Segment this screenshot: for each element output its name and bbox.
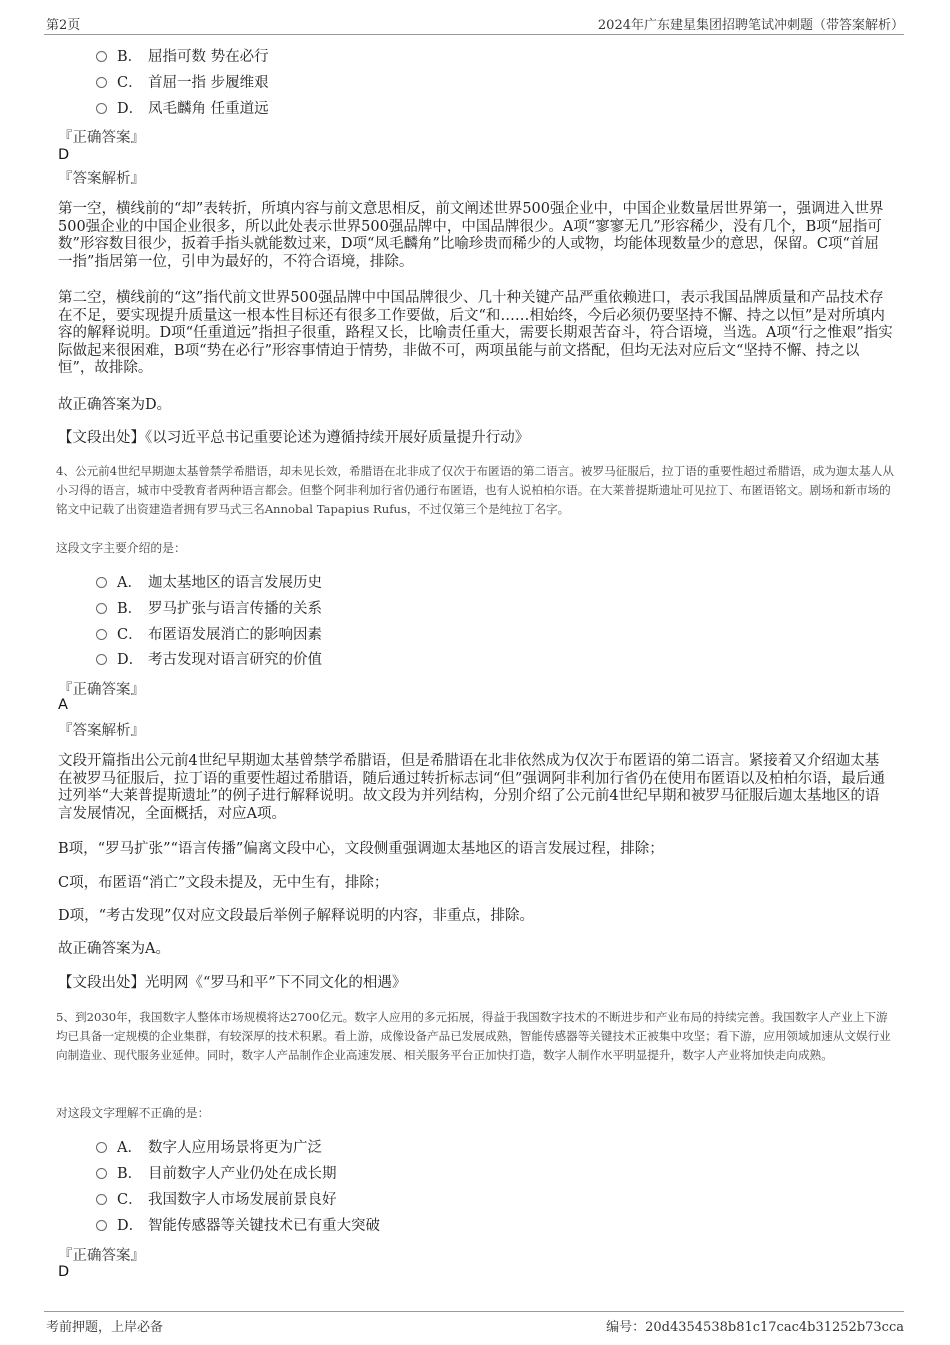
q3-option-d[interactable]: D． 凤毛麟角 任重道远 [96, 99, 269, 119]
radio-icon[interactable] [96, 103, 107, 114]
q3-option-c[interactable]: C． 首屈一指 步履维艰 [96, 73, 269, 93]
q4-option-b[interactable]: B． 罗马扩张与语言传播的关系 [96, 599, 322, 619]
analysis-paragraph: 文段开篇指出公元前4世纪早期迦太基曾禁学希腊语，但是希腊语在北非依然成为仅次于布匿语的第二语言。紧接着又介绍迦太基在被罗马征服后，拉丁语的重要性超过希腊语，随后通过转折标志词“但”强调阿非利加行省仍在使用布匿语以及柏柏尔语，最后通过列举“大莱普提斯遗址”的例子进行解释说明。故文段为并列结构，分别介绍了公元前4世纪早期和被罗马征服后迦太基地区的语言发展情况，全面概括，对应A项。 [58, 753, 885, 822]
question-text: 4、公元前4世纪早期迦太基曾禁学希腊语，却未见长效，希腊语在北非成了仅次于布匿语的第二语言。被罗马征服后，拉丁语的重要性超过希腊语，成为迦太基人从小习得的语言，城市中受教育者两种语言都会。但整个阿非利加行省仍通行布匿语，也有人说柏柏尔语。在大莱普提斯遗址可见拉丁、布匿语铭文。剧场和新市场的铭文中记载了出资建造者拥有罗马式三名Annobal Tapapius Rufus，不过仅第三个是纯拉丁名字。 [56, 464, 894, 516]
q5-option-a[interactable]: A． 数字人应用场景将更为广泛 [96, 1138, 322, 1158]
answer-label: 『正确答案』 [58, 1248, 145, 1264]
q5-option-c[interactable]: C． 我国数字人市场发展前景良好 [96, 1190, 337, 1210]
analysis-paragraph: C项，布匿语“消亡”文段未提及，无中生有，排除； [58, 875, 389, 891]
analysis-paragraph: D项，“考古发现”仅对应文段最后举例子解释说明的内容，非重点，排除。 [58, 908, 534, 924]
q5-option-b[interactable]: B． 目前数字人产业仍处在成长期 [96, 1164, 337, 1184]
analysis-paragraph: 第一空，横线前的“却”表转折，所填内容与前文意思相反，前文阐述世界500强企业中，中国企业数量居世界第一，强调进入世界500强企业的中国企业很多，所以此处表示世界500强品牌中，中国品牌很少。A项“寥寥无几”形容稀少，没有几个，B项“屈指可数”形容数目很少，扳着手指头就能数过来，D项“凤毛麟角”比喻珍贵而稀少的人或物，均能体现数量少的意思，保留。C项“首屈一指”指居第一位，引申为最好的，不符合语境，排除。 [58, 201, 884, 270]
radio-icon[interactable] [96, 1142, 107, 1153]
analysis-label: 『答案解析』 [58, 171, 145, 187]
analysis-conclusion: 故正确答案为D。 [58, 397, 172, 413]
q5-option-d[interactable]: D． 智能传感器等关键技术已有重大突破 [96, 1216, 380, 1236]
radio-icon[interactable] [96, 51, 107, 62]
question-prompt: 对这段文字理解不正确的是： [56, 1106, 210, 1120]
radio-icon[interactable] [96, 654, 107, 665]
question-text: 5、到2030年，我国数字人整体市场规模将达2700亿元。数字人应用的多元拓展，得益于我国数字技术的不断进步和产业布局的持续完善。我国数字人产业上下游均已具备一定规模的企业集群，有较深厚的技术积累。看上游，成像设备产品已发展成熟，智能传感器等关键技术正被集中攻坚；看下游，应用领域加速从文娱行业向制造业、现代服务业延伸。同时，数字人产品制作企业高速发展、相关服务平台正加快打造，数字人制作水平明显提升，数字人产业将加快走向成熟。 [56, 1010, 891, 1062]
radio-icon[interactable] [96, 577, 107, 588]
q4-option-c[interactable]: C． 布匿语发展消亡的影响因素 [96, 625, 322, 645]
page-footer [44, 1311, 904, 1338]
answer-value: D [58, 147, 70, 163]
q4-option-a[interactable]: A． 迦太基地区的语言发展历史 [96, 573, 322, 593]
analysis-label: 『答案解析』 [58, 723, 145, 739]
answer-value: A [58, 697, 68, 713]
radio-icon[interactable] [96, 77, 107, 88]
radio-icon[interactable] [96, 1220, 107, 1231]
answer-value: D [58, 1264, 70, 1280]
answer-label: 『正确答案』 [58, 682, 145, 698]
radio-icon[interactable] [96, 1168, 107, 1179]
source-citation: 【文段出处】《以习近平总书记重要论述为遵循持续开展好质量提升行动》 [58, 430, 530, 446]
source-citation: 【文段出处】光明网《“罗马和平”下不同文化的相遇》 [58, 975, 407, 991]
footer-slogan: 考前押题，上岸必备 [46, 1320, 164, 1335]
document-title: 2024年广东建星集团招聘笔试冲刺题（带答案解析） [597, 18, 904, 33]
q3-option-b[interactable]: B． 屈指可数 势在必行 [96, 47, 269, 67]
document-id: 编号：20d4354538b81c17cac4b31252b73cca [606, 1320, 904, 1335]
analysis-paragraph: 第二空，横线前的“这”指代前文世界500强品牌中中国品牌很少、几十种关键产品严重依赖进口，表示我国品牌质量和产品技术存在不足，要实现提升质量这一根本性目标还有很多工作要做，后文“和……相始终，今后必须仍要坚持不懈、持之以恒”是对所填内容的解释说明。D项“任重道远”指担子很重，路程又长，比喻责任重大，需要长期艰苦奋斗，符合语境，当选。A项“行之惟艰”指实际做起来很困难，B项“势在必行”形容事情迫于情势，非做不可，两项虽能与前文搭配，但均无法对应后文“坚持不懈、持之以恒”，故排除。 [58, 290, 893, 376]
q4-option-d[interactable]: D． 考古发现对语言研究的价值 [96, 650, 322, 670]
question-prompt: 这段文字主要介绍的是： [56, 541, 186, 555]
answer-label: 『正确答案』 [58, 130, 145, 146]
page-number: 第2页 [46, 18, 81, 33]
analysis-conclusion: 故正确答案为A。 [58, 941, 170, 957]
radio-icon[interactable] [96, 1194, 107, 1205]
radio-icon[interactable] [96, 629, 107, 640]
analysis-paragraph: B项，“罗马扩张”“语言传播”偏离文段中心，文段侧重强调迦太基地区的语言发展过程，排除； [58, 841, 664, 857]
page-header [44, 14, 904, 35]
radio-icon[interactable] [96, 603, 107, 614]
